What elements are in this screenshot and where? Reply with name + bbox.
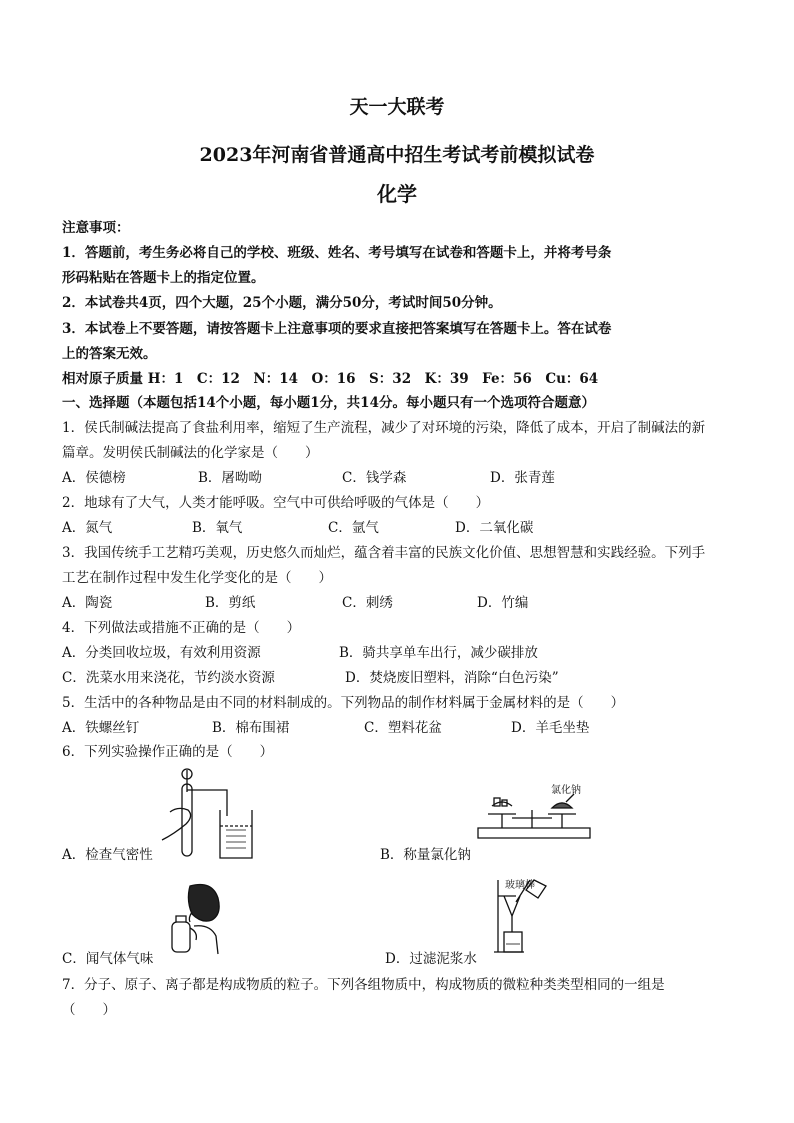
q1-option-c: C．钱学森	[342, 470, 407, 486]
q5-option-d: D．羊毛坐垫	[511, 720, 590, 736]
q1-option-b: B．屠呦呦	[198, 470, 262, 486]
q1-stem-line1: 1．侯氏制碱法提高了食盐利用率，缩短了生产流程，减少了对环境的污染，降低了成本，开启了制碱法的新	[62, 420, 706, 436]
q3-option-c: C．刺绣	[342, 595, 393, 611]
q4-stem: 4．下列做法或措施不正确的是（ ）	[62, 620, 301, 636]
q3-option-d: D．竹编	[477, 595, 529, 611]
q2-option-a: A．氮气	[62, 520, 113, 536]
notice-item3-line1: 3．本试卷上不要答题，请按答题卡上注意事项的要求直接把答案填写在答题卡上。答在试卷	[62, 321, 612, 337]
q5-option-a: A．铁螺丝钉	[62, 720, 140, 736]
q6-option-c: C．闻气体气味	[62, 951, 154, 967]
q3-option-a: A．陶瓷	[62, 595, 113, 611]
q4-option-b: B．骑共享单车出行，减少碳排放	[339, 645, 538, 661]
q4-option-a: A．分类回收垃圾，有效利用资源	[62, 645, 261, 661]
notice-item1-line1: 1．答题前，考生务必将自己的学校、班级、姓名、考号填写在试卷和答题卡上，并将考号条	[62, 245, 612, 261]
q5-option-b: B．棉布围裙	[212, 720, 290, 736]
smelling-gas-figure	[170, 882, 226, 956]
q6-option-d: D．过滤泥浆水	[385, 951, 477, 967]
notice-item1-line2: 形码粘贴在答题卡上的指定位置。	[62, 270, 265, 286]
q7-stem-line2: （ ）	[62, 1002, 116, 1018]
exam-title: 2023年河南省普通高中招生考试考前模拟试卷	[199, 144, 595, 166]
q3-option-b: B．剪纸	[205, 595, 256, 611]
airtightness-check-figure	[160, 766, 270, 862]
q4-option-d: D．焚烧废旧塑料，消除“白色污染”	[345, 670, 559, 686]
q6-stem: 6．下列实验操作正确的是（ ）	[62, 744, 274, 760]
q2-options	[62, 516, 742, 536]
q2-option-c: C．氩气	[328, 520, 379, 536]
notice-item3-line2: 上的答案无效。	[62, 346, 157, 362]
q5-option-c: C．塑料花盆	[364, 720, 442, 736]
q2-option-b: B．氧气	[192, 520, 243, 536]
atomic-mass-line: 相对原子质量 H：1 C：12 N：14 O：16 S：32 K：39 Fe：56 Cu：64	[62, 371, 599, 387]
notice-heading: 注意事项：	[62, 220, 130, 236]
subject-title: 化学	[377, 182, 417, 206]
q1-stem-line2: 篇章。发明侯氏制碱法的化学家是（ ）	[62, 445, 319, 461]
q1-option-a: A．侯德榜	[62, 470, 126, 486]
q5-options	[62, 716, 742, 736]
q3-stem-line1: 3．我国传统手工艺精巧美观，历史悠久而灿烂，蕴含着丰富的民族文化价值、思想智慧和实践经验。下列手	[62, 545, 706, 561]
q6-option-b: B．称量氯化钠	[380, 847, 471, 863]
org-title: 天一大联考	[349, 96, 445, 118]
notice-item2: 2．本试卷共4页，四个大题，25个小题，满分50分，考试时间50分钟。	[62, 295, 502, 311]
q1-option-d: D．张青莲	[490, 470, 555, 486]
q7-stem-line1: 7．分子、原子、离子都是构成物质的粒子。下列各组物质中，构成物质的微粒种类类型相同的一组是	[62, 977, 665, 993]
q4-options-row1	[62, 641, 742, 661]
q3-stem-line2: 工艺在制作过程中发生化学变化的是（ ）	[62, 570, 332, 586]
q2-stem: 2．地球有了大气，人类才能呼吸。空气中可供给呼吸的气体是（ ）	[62, 495, 490, 511]
q3-options	[62, 591, 742, 611]
q4-option-c: C．洗菜水用来浇花，节约淡水资源	[62, 670, 275, 686]
q5-stem: 5．生活中的各种物品是由不同的材料制成的。下列物品的制作材料属于金属材料的是（ ）	[62, 695, 625, 711]
q1-options	[62, 466, 742, 486]
glass-rod-label: 玻璃棒	[505, 880, 535, 891]
q4-options-row2	[62, 666, 742, 686]
q2-option-d: D．二氧化碳	[455, 520, 534, 536]
nacl-label: 氯化钠	[551, 785, 581, 796]
q6-option-a: A．检查气密性	[62, 847, 153, 863]
section1-heading: 一、选择题（本题包括14个小题，每小题1分，共14分。每小题只有一个选项符合题意）	[62, 395, 595, 411]
